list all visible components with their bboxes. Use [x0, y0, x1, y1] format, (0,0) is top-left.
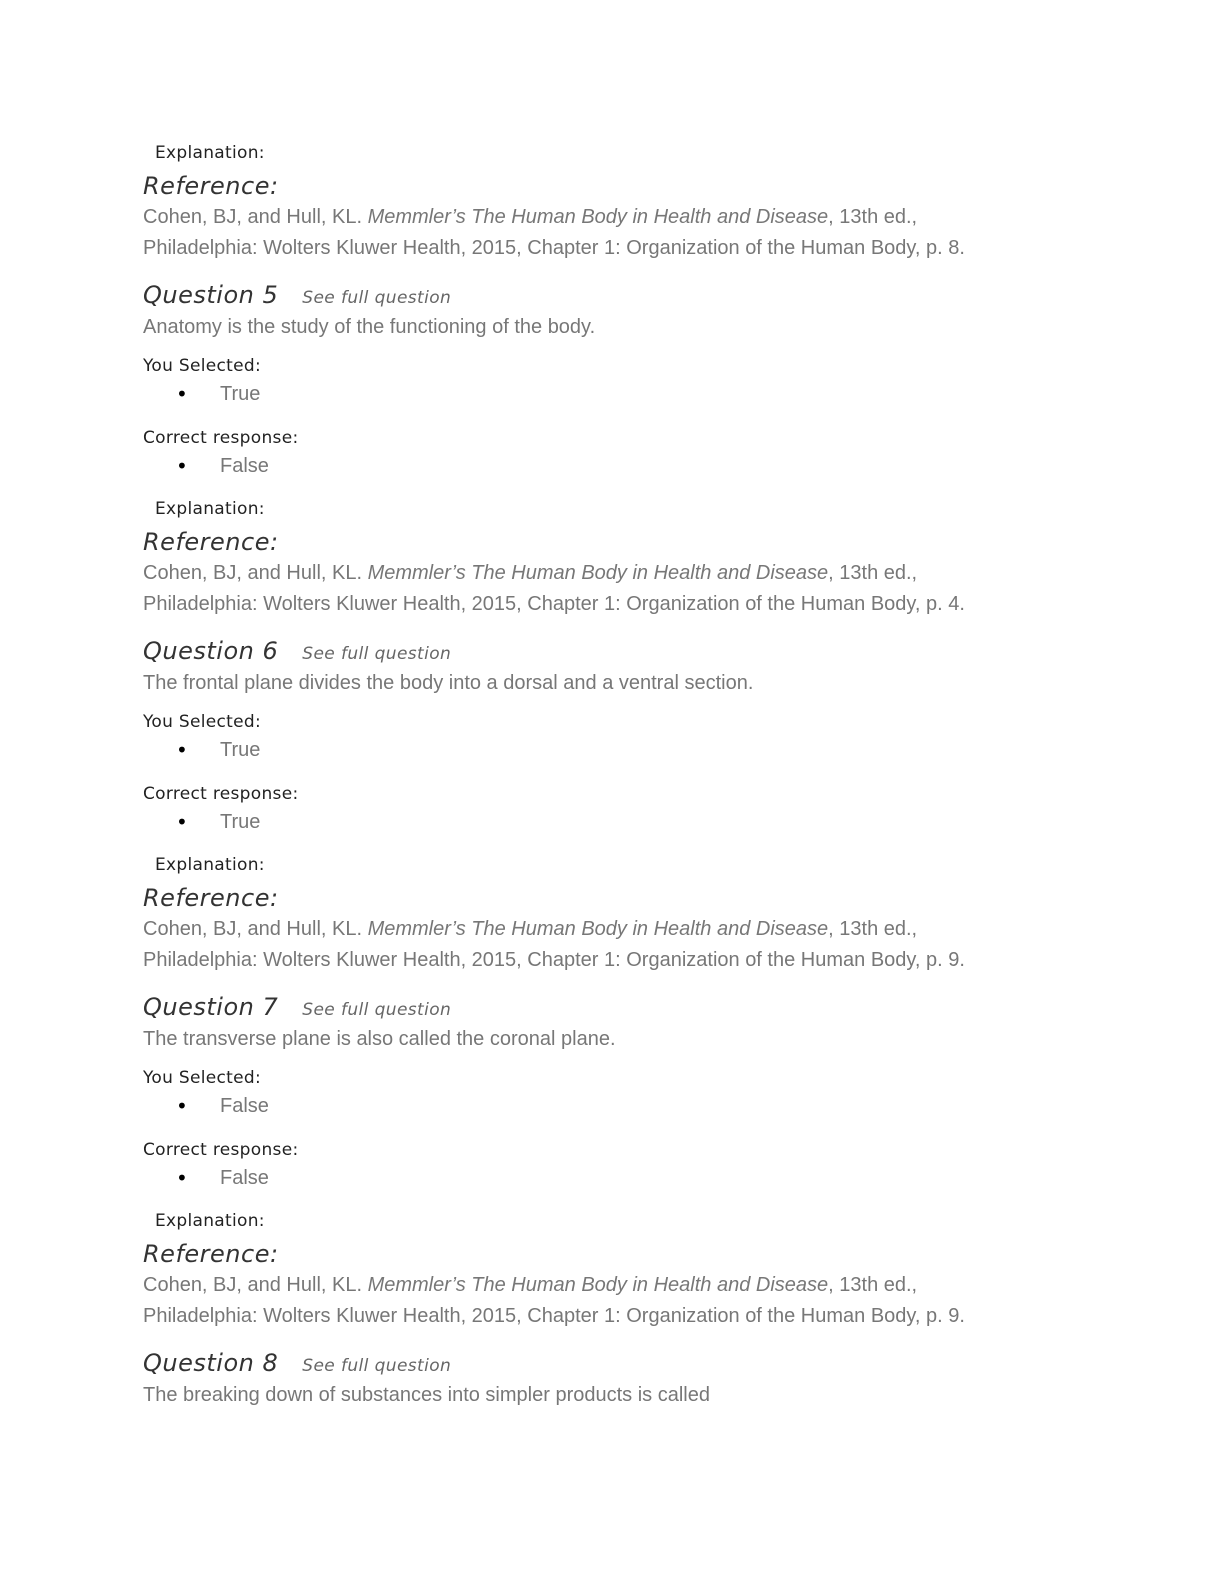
bullet-icon: • — [176, 382, 188, 406]
reference-page: p. 9. — [926, 949, 965, 971]
reference-heading: Reference: — [143, 172, 279, 200]
correct-answer: • True — [176, 810, 261, 834]
book-title: Memmler’s The Human Body in Health and Disease — [367, 918, 829, 940]
bullet-icon: • — [176, 1094, 188, 1118]
selected-answer: • True — [176, 738, 261, 762]
correct-answer: • False — [176, 1166, 269, 1190]
question-block — [143, 634, 1103, 976]
question-block — [143, 990, 1103, 1332]
bullet-icon: • — [176, 810, 188, 834]
explanation-label: Explanation: — [155, 499, 265, 519]
reference-page: p. 8. — [926, 237, 965, 259]
reference-page: p. 9. — [926, 1305, 965, 1327]
you-selected-label: You Selected: — [143, 712, 262, 732]
question-title: Question 5 — [143, 281, 279, 309]
question-text: Anatomy is the study of the functioning of the body. — [143, 316, 596, 338]
correct-response-label: Correct response: — [143, 428, 299, 448]
explanation-label: Explanation: — [155, 855, 265, 875]
correct-answer: • False — [176, 454, 269, 478]
reference-page: p. 4. — [926, 593, 965, 615]
bullet-icon: • — [176, 738, 188, 762]
reference-heading: Reference: — [143, 528, 279, 556]
book-title: Memmler’s The Human Body in Health and Disease — [367, 206, 829, 228]
question-text: The transverse plane is also called the coronal plane. — [143, 1028, 616, 1050]
book-title: Memmler’s The Human Body in Health and Disease — [367, 1274, 829, 1296]
you-selected-label: You Selected: — [143, 1068, 262, 1088]
question-title: Question 8 — [143, 1349, 279, 1377]
question-title: Question 6 — [143, 637, 279, 665]
quiz-review-content — [143, 140, 1103, 1414]
reference-text: Cohen, BJ, and Hull, KL. Memmler’s The Human Body in Health and Disease, 13th ed., Philadelphia: Wolters Kluwer Health, 2015, Chapter 1: Organization of the Human Body, p. 9. — [143, 918, 965, 971]
selected-answer: • False — [176, 1094, 269, 1118]
question-title: Question 7 — [143, 993, 279, 1021]
reference-heading: Reference: — [143, 1240, 279, 1268]
see-full-question-link[interactable]: See full question — [302, 1000, 452, 1020]
reference-text: Cohen, BJ, and Hull, KL. Memmler’s The Human Body in Health and Disease, 13th ed., Philadelphia: Wolters Kluwer Health, 2015, Chapter 1: Organization of the Human Body, p. 9. — [143, 1274, 965, 1327]
see-full-question-link[interactable]: See full question — [302, 1356, 452, 1376]
question-text: The frontal plane divides the body into a dorsal and a ventral section. — [143, 672, 754, 694]
bullet-icon: • — [176, 1166, 188, 1190]
explanation-label: Explanation: — [155, 1211, 265, 1231]
reference-text: Cohen, BJ, and Hull, KL. Memmler’s The Human Body in Health and Disease, 13th ed., Philadelphia: Wolters Kluwer Health, 2015, Chapter 1: Organization of the Human Body, p. 8. — [143, 206, 965, 259]
you-selected-label: You Selected: — [143, 356, 262, 376]
book-title: Memmler’s The Human Body in Health and Disease — [367, 562, 829, 584]
bullet-icon: • — [176, 454, 188, 478]
see-full-question-link[interactable]: See full question — [302, 644, 452, 664]
explanation-label: Explanation: — [155, 143, 265, 163]
reference-heading: Reference: — [143, 884, 279, 912]
reference-text: Cohen, BJ, and Hull, KL. Memmler’s The Human Body in Health and Disease, 13th ed., Philadelphia: Wolters Kluwer Health, 2015, Chapter 1: Organization of the Human Body, p. 4. — [143, 562, 965, 615]
question-block — [143, 1346, 1103, 1414]
selected-answer: • True — [176, 382, 261, 406]
correct-response-label: Correct response: — [143, 784, 299, 804]
correct-response-label: Correct response: — [143, 1140, 299, 1160]
question-block — [143, 278, 1103, 620]
question-text: The breaking down of substances into simpler products is called — [143, 1384, 710, 1406]
see-full-question-link[interactable]: See full question — [302, 288, 452, 308]
